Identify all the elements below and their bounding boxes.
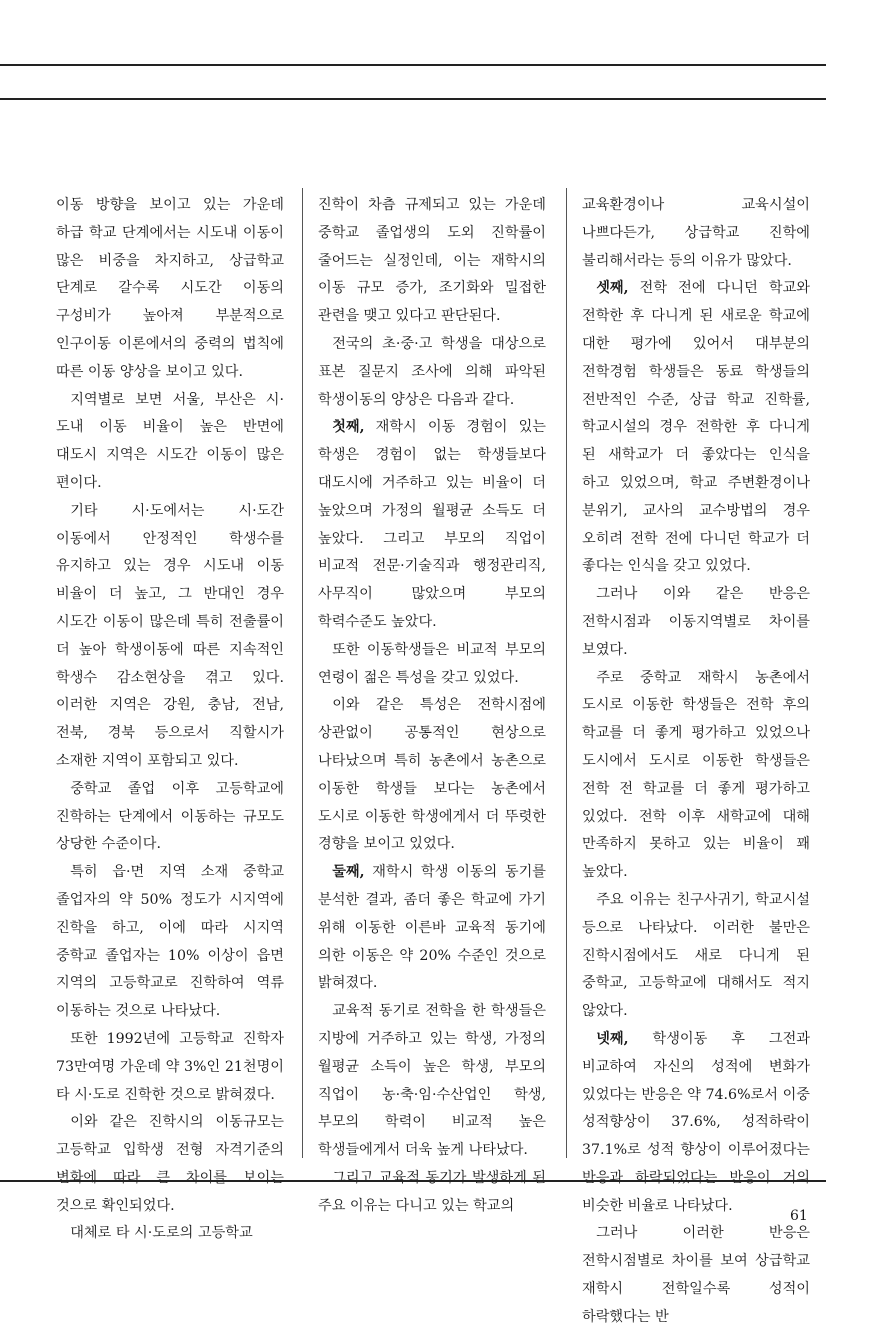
text-column-3: [582, 192, 810, 1332]
paragraph-text: 주로 중학교 재학시 농촌에서 도시로 이동한 학생들은 전학 후의 학교를 더 좋게 평가하고 있었으나 도시에서 도시로 이동한 학생들은 전학 전 학교를 더 좋게 평가하고 있었다. 전학 이후 새학교에 대해 만족하지 못하고 있는 비율이 꽤 높았다.: [582, 669, 810, 881]
text-column-2: [318, 192, 546, 1220]
column-divider-2: [566, 188, 567, 1158]
paragraph: [318, 192, 546, 331]
header-rule-bottom: [0, 98, 826, 100]
paragraph: [56, 859, 284, 1026]
paragraph: [56, 192, 284, 387]
paragraph: [318, 331, 546, 414]
paragraph-text: 또한 1992년에 고등학교 진학자 73만여명 가운데 약 3%인 21천명이 타 시·도로 진학한 것으로 밝혀졌다.: [56, 1030, 284, 1103]
paragraph: [582, 581, 810, 664]
paragraph: [56, 1109, 284, 1220]
paragraph: [582, 275, 810, 581]
paragraph: [56, 776, 284, 859]
paragraph-text: 이와 같은 진학시의 이동규모는 고등학교 입학생 전형 자격기준의 변화에 따라 큰 차이를 보이는 것으로 확인되었다.: [56, 1114, 284, 1214]
paragraph: [582, 192, 810, 275]
paragraph-lead: 넷째,: [596, 1030, 629, 1047]
paragraph: [56, 1026, 284, 1109]
paragraph-text: 전국의 초·중·고 학생을 대상으로 표본 질문지 조사에 의해 파악된 학생이동의 양상은 다음과 같다.: [318, 335, 546, 408]
paragraph-text: 교육적 동기로 전학을 한 학생들은 지방에 거주하고 있는 학생, 가정의 월평균 소득이 높은 학생, 부모의 직업이 농·축·임·수산업인 학생, 부모의 학력이 비교적 높은 학생들에게서 더욱 높게 나타났다.: [318, 1003, 546, 1159]
page-number: 61: [790, 1208, 808, 1224]
paragraph: [582, 1026, 810, 1221]
paragraph-text: 주요 이유는 친구사귀기, 학교시설 등으로 나타났다. 이러한 불만은 진학시점에서도 새로 다니게 된 중학교, 고등학교에 대해서도 적지 않았다.: [582, 891, 810, 1020]
paragraph-text: 특히 읍·면 지역 소재 중학교 졸업자의 약 50% 정도가 시지역에 진학을 하고, 이에 따라 시지역 중학교 졸업자는 10% 이상이 읍면 지역의 고등학교로 진학하여 역류 이동하는 것으로 나타났다.: [56, 864, 284, 1020]
paragraph-text: 학생이동 후 그전과 비교하여 자신의 성적에 변화가 있었다는 반응은 약 74.6%로서 이중 성적향상이 37.6%, 성적하락이 37.1%로 성적 향상이 이루어졌다는 반응과 하락되었다는 반응이 거의 비슷한 비율로 나타났다.: [582, 1030, 810, 1214]
paragraph-text: 그러나 이와 같은 반응은 전학시점과 이동지역별로 차이를 보였다.: [582, 586, 810, 658]
paragraph: [318, 414, 546, 636]
paragraph-text: 이동 방향을 보이고 있는 가운데 하급 학교 단계에서는 시도내 이동이 많은 비중을 차지하고, 상급학교 단계로 갈수록 시도간 이동의 구성비가 높아져 부분적으로 인구이동 이론에서의 중력의 법칙에 따른 이동 양상을 보이고 있다.: [56, 197, 284, 380]
paragraph-text: 그리고 교육적 동기가 발생하게 된 주요 이유는 다니고 있는 학교의: [318, 1169, 546, 1214]
paragraph-text: 재학시 이동 경험이 있는 학생은 경험이 없는 학생들보다 대도시에 거주하고 있는 비율이 더 높았으며 가정의 월평균 소득도 더 높았다. 그리고 부모의 직업이 비교적 전문·기술직과 행정관리직, 사무직이 많았으며 부모의 학력수준도 높았다.: [318, 419, 546, 630]
paragraph: [318, 637, 546, 693]
paragraph-lead: 둘째,: [332, 864, 365, 881]
text-column-1: [56, 192, 284, 1248]
paragraph-text: 이와 같은 특성은 전학시점에 상관없이 공통적인 현상으로 나타났으며 특히 농촌에서 농촌으로 이동한 학생들 보다는 농촌에서 도시로 이동한 학생에게서 더 뚜렷한 경향을 보이고 있었다.: [318, 697, 546, 853]
paragraph: [582, 665, 810, 887]
paragraph-lead: 셋째,: [596, 280, 629, 297]
paragraph-text: 중학교 졸업 이후 고등학교에 진학하는 단계에서 이동하는 규모도 상당한 수준이다.: [56, 780, 284, 853]
paragraph-text: 교육환경이나 교육시설이 나쁘다든가, 상급학교 진학에 불리해서라는 등의 이유가 많았다.: [582, 197, 810, 269]
paragraph-lead: 첫째,: [332, 419, 365, 436]
paragraph: [582, 887, 810, 1026]
paragraph: [318, 859, 546, 998]
paragraph-text: 지역별로 보면 서울, 부산은 시·도내 이동 비율이 높은 반면에 대도시 지역은 시도간 이동이 많은 편이다.: [56, 391, 284, 491]
paragraph-text: 그러나 이러한 반응은 전학시점별로 차이를 보여 상급학교 재학시 전학일수록 성적이 하락했다는 반: [582, 1225, 810, 1325]
paragraph: [318, 998, 546, 1165]
column-divider-1: [302, 188, 303, 1158]
paragraph: [56, 387, 284, 498]
paragraph-text: 전학 전에 다니던 학교와 전학한 후 다니게 된 새로운 학교에 대한 평가에 있어서 대부분의 전학경험 학생들은 동료 학생들의 전반적인 수준, 상급 학교 진학률, 학교시설의 경우 전학한 후 다니게 된 새학교가 더 좋았다는 인식을 하고 있었으며, 학교 주변환경이나 분위기, 교사의 교수방법의 경우 오히려 전학 전에 다니던 학교가 더 좋다는 인식을 갖고 있었다.: [582, 280, 810, 575]
paragraph-text: 대체로 타 시·도로의 고등학교: [70, 1225, 253, 1242]
paragraph-text: 또한 이동학생들은 비교적 부모의 연령이 젊은 특성을 갖고 있었다.: [318, 641, 546, 686]
paragraph-text: 기타 시·도에서는 시·도간 이동에서 안정적인 학생수를 유지하고 있는 경우 시도내 이동 비율이 더 높고, 그 반대인 경우 시도간 이동이 많은데 특히 전출률이 더 높아 학생이동에 따른 지속적인 학생수 감소현상을 겪고 있다. 이러한 지역은 강원, 충남, 전남, 전북, 경북 등으로서 직할시가 소재한 지역이 포함되고 있다.: [56, 502, 284, 769]
paragraph-text: 진학이 차츰 규제되고 있는 가운데 중학교 졸업생의 도외 진학률이 줄어드는 실정인데, 이는 재학시의 이동 규모 증가, 조기화와 밀접한 관련을 맺고 있다고 판단된다.: [318, 197, 546, 325]
paragraph-text: 재학시 학생 이동의 동기를 분석한 결과, 좀더 좋은 학교에 가기 위해 이동한 이른바 교육적 동기에 의한 이동은 약 20% 수준인 것으로 밝혀졌다.: [318, 864, 546, 992]
paragraph: [318, 1165, 546, 1221]
footer-rule: [0, 1180, 826, 1182]
paragraph: [56, 1220, 284, 1248]
header-rule-top: [0, 64, 826, 66]
paragraph: [318, 692, 546, 859]
paragraph: [582, 1220, 810, 1331]
paragraph: [56, 498, 284, 776]
